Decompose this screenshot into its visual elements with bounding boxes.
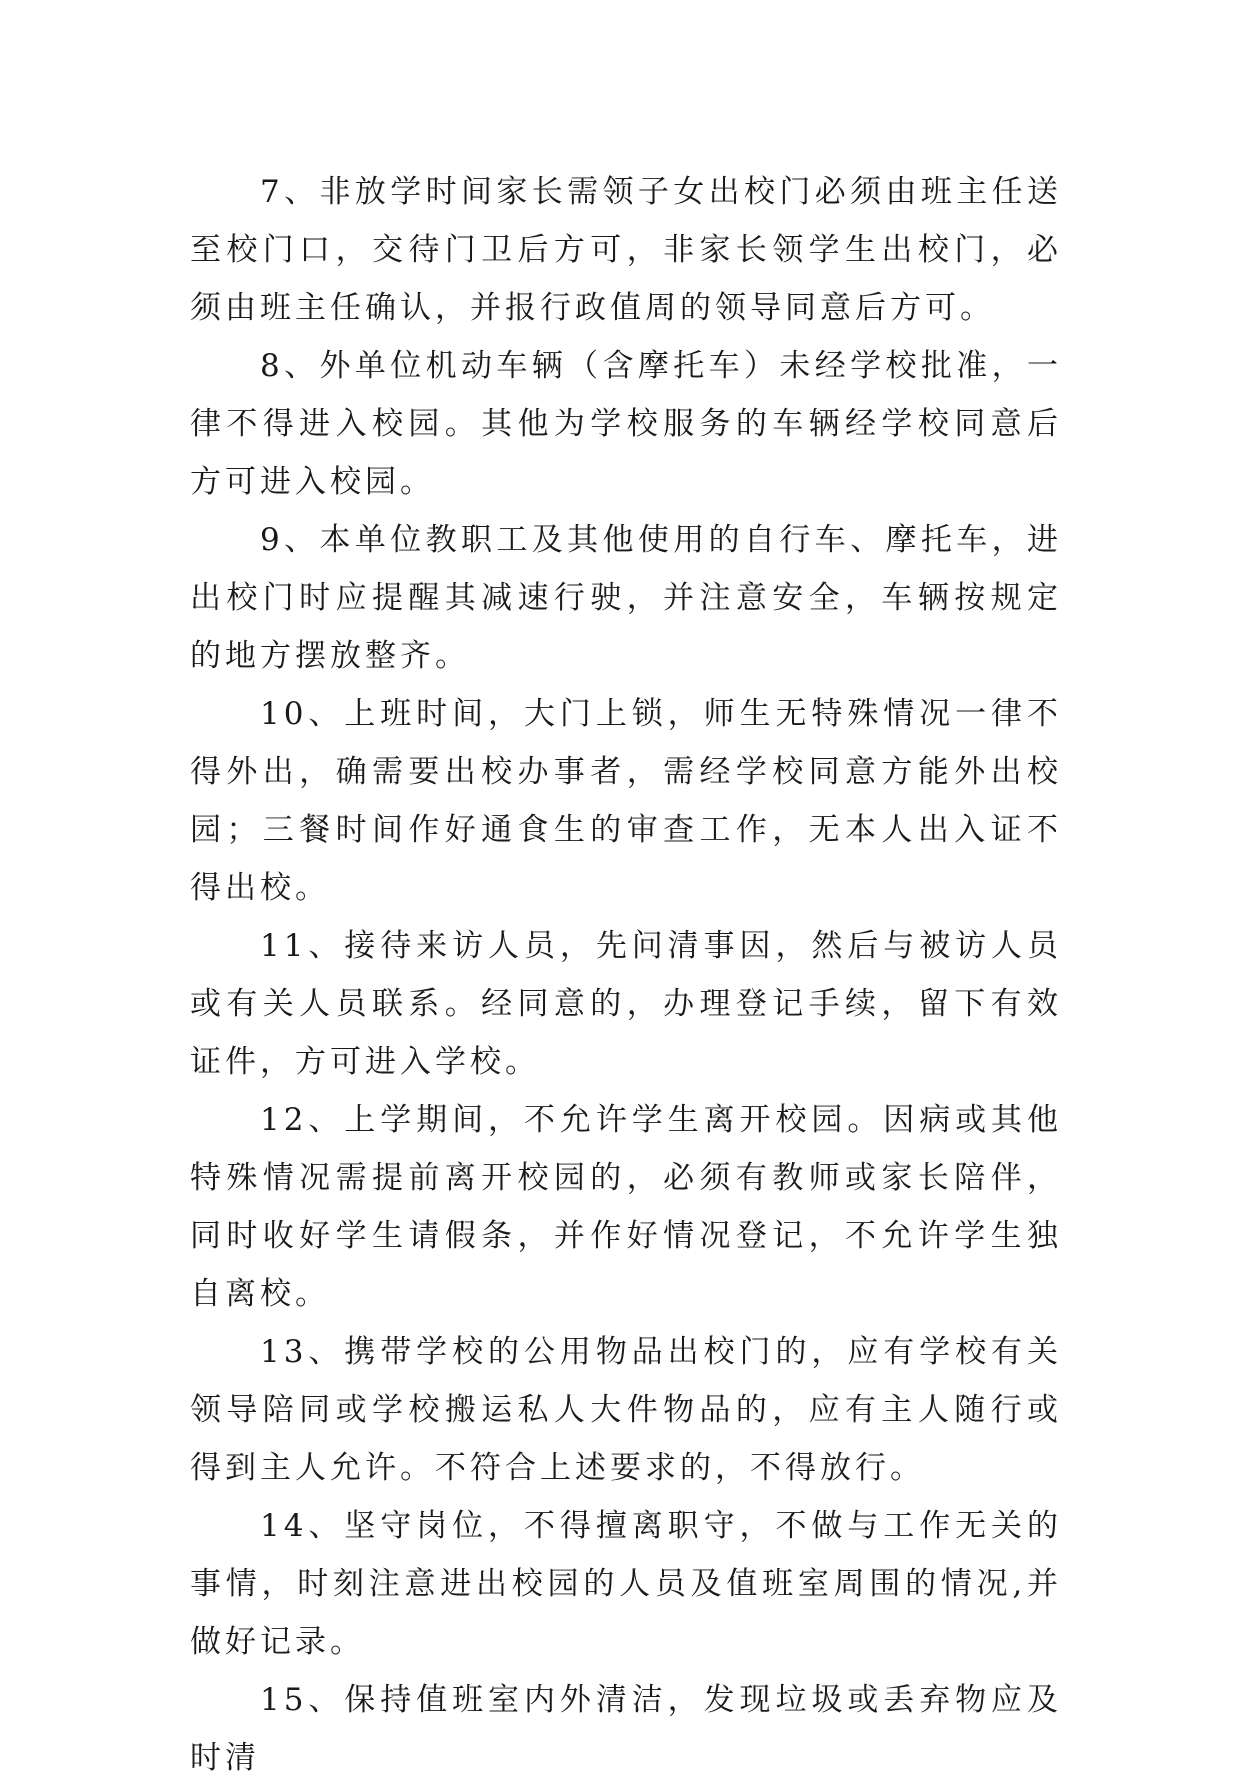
paragraph-rule-7: 7、非放学时间家长需领子女出校门必须由班主任送至校门口，交待门卫后方可，非家长领学生出校门，必须由班主任确认，并报行政值周的领导同意后方可。 xyxy=(190,174,1062,326)
document-body xyxy=(190,163,1062,1787)
paragraph-rule-14: 14、坚守岗位，不得擅离职守，不做与工作无关的事情，时刻注意进出校园的人员及值班室周围的情况,并做好记录。 xyxy=(190,1508,1062,1660)
paragraph-rule-12: 12、上学期间，不允许学生离开校园。因病或其他特殊情况需提前离开校园的，必须有教师或家长陪伴，同时收好学生请假条，并作好情况登记，不允许学生独自离校。 xyxy=(190,1102,1062,1312)
paragraph-rule-9: 9、本单位教职工及其他使用的自行车、摩托车，进出校门时应提醒其减速行驶，并注意安全，车辆按规定的地方摆放整齐。 xyxy=(190,522,1062,674)
paragraph-rule-11: 11、接待来访人员，先问清事因，然后与被访人员或有关人员联系。经同意的，办理登记手续，留下有效证件，方可进入学校。 xyxy=(190,928,1062,1080)
paragraph-rule-15: 15、保持值班室内外清洁，发现垃圾或丢弃物应及时清 xyxy=(190,1682,1062,1776)
paragraph-rule-10: 10、上班时间，大门上锁，师生无特殊情况一律不得外出，确需要出校办事者，需经学校同意方能外出校园；三餐时间作好通食生的审查工作，无本人出入证不得出校。 xyxy=(190,696,1062,906)
paragraph-rule-13: 13、携带学校的公用物品出校门的，应有学校有关领导陪同或学校搬运私人大件物品的，应有主人随行或得到主人允许。不符合上述要求的，不得放行。 xyxy=(190,1334,1062,1486)
paragraph-rule-8: 8、外单位机动车辆（含摩托车）未经学校批准，一律不得进入校园。其他为学校服务的车辆经学校同意后方可进入校园。 xyxy=(190,348,1062,500)
